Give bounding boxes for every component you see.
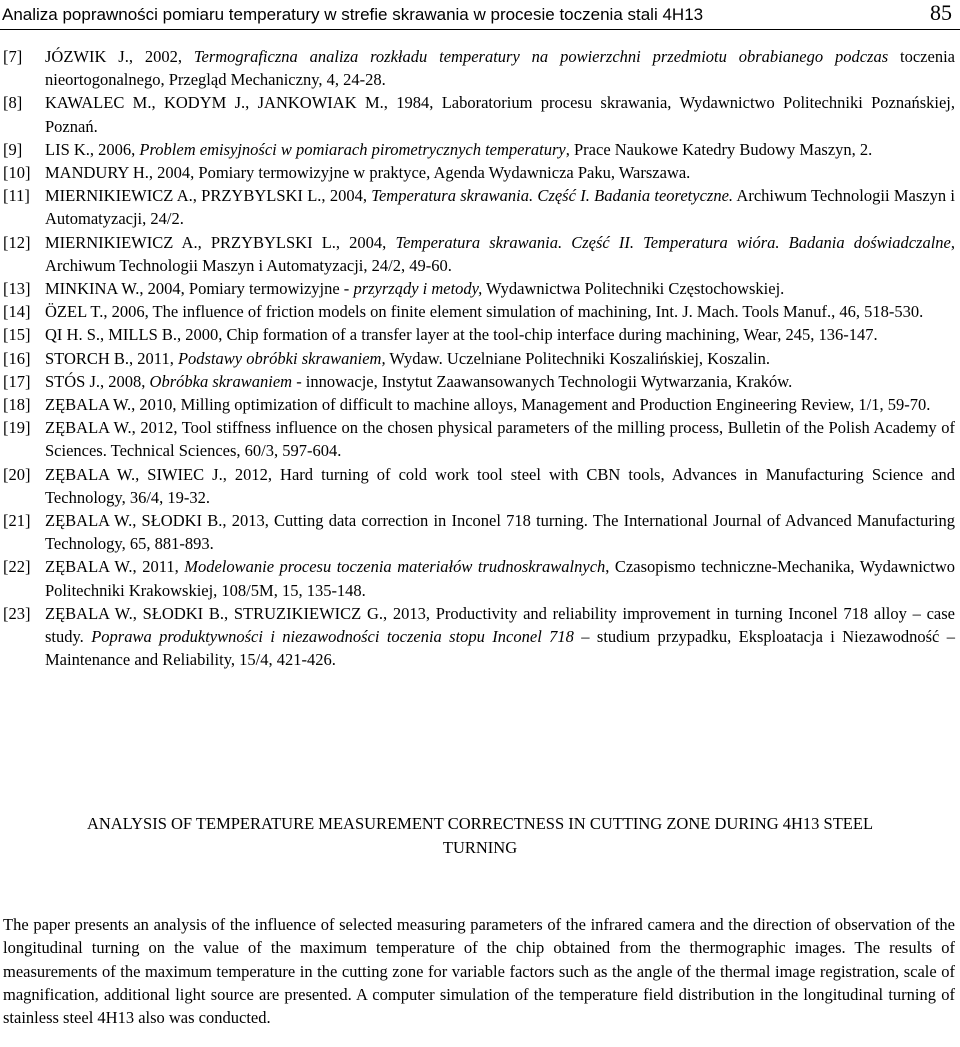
reference-italic-text: Temperatura skrawania. Część II. Temperatura wióra. Badania doświadczalne — [395, 232, 951, 252]
reference-item — [3, 463, 955, 509]
english-title-line-2: TURNING — [442, 838, 518, 857]
reference-italic-text: Termograficzna analiza rozkładu temperatury na powierzchni przedmiotu obrabianego podczas — [193, 47, 889, 66]
reference-number: [8] — [3, 93, 23, 113]
reference-italic-text: Podstawy obróbki skrawaniem, — [177, 348, 386, 368]
reference-number: [23] — [3, 603, 31, 623]
reference-text: MIERNIKIEWICZ A., PRZYBYLSKI L., 2004, — [45, 186, 372, 206]
reference-text: MINKINA W., 2004, Pomiary termowizyjne - — [45, 279, 354, 299]
reference-text: LIS K., 2006, — [45, 139, 140, 159]
reference-number: [19] — [3, 418, 31, 438]
reference-item — [3, 509, 955, 555]
reference-italic-text: Poprawa produktywności i niezawodności toczenia stopu Inconel 718 — [91, 627, 574, 647]
reference-text: QI H. S., MILLS B., 2000, Chip formation of a transfer layer at the tool-chip interface during machining, Wear, 245, 136-147. — [45, 325, 878, 345]
reference-number: [13] — [3, 279, 31, 299]
reference-text: MANDURY H., 2004, Pomiary termowizyjne w praktyce, Agenda Wydawnicza Paku, Warszawa. — [45, 163, 691, 183]
reference-number: [10] — [3, 163, 31, 183]
reference-italic-text: Problem emisyjności w pomiarach pirometrycznych temperatury — [139, 139, 566, 159]
reference-text: , Prace Naukowe Katedry Budowy Maszyn, 2. — [565, 139, 873, 159]
reference-item — [3, 45, 955, 91]
reference-item — [3, 300, 955, 323]
reference-number: [21] — [3, 511, 31, 531]
reference-text: - innowacje, Instytut Zaawansowanych Technologii Wytwarzania, Kraków. — [292, 371, 793, 391]
reference-item — [3, 370, 955, 393]
english-title-line-1: ANALYSIS OF TEMPERATURE MEASUREMENT CORRECTNESS IN CUTTING ZONE DURING 4H13 STEEL — [86, 814, 874, 833]
reference-text: , Czasopismo techniczne-Mechanika, Wydawnictwo Politechniki Krakowskiej, 108/5M, 15, 135-148. — [45, 557, 956, 600]
reference-text: ZĘBALA W., SIWIEC J., 2012, Hard turning of cold work tool steel with CBN tools, Advances in Manufacturing Science and Technology, 36/4, 19-32. — [45, 464, 955, 507]
reference-number: [20] — [3, 464, 31, 484]
header-rule — [0, 29, 960, 30]
reference-text: ZĘBALA W., SŁODKI B., STRUZIKIEWICZ G., 2013, Productivity and reliability improvement in turning Inconel 718 alloy – case study. — [45, 603, 955, 647]
reference-item — [3, 231, 955, 277]
reference-number: [15] — [3, 325, 31, 345]
reference-italic-text: Modelowanie procesu toczenia materiałów trudnoskrawalnych — [184, 557, 606, 577]
reference-text: JÓZWIK J., 2002, — [45, 47, 194, 66]
reference-text: , Archiwum Technologii Maszyn i Automatyzacji, 24/2, 49-60. — [45, 232, 955, 275]
reference-italic-text: przyrządy i metody, — [353, 279, 483, 299]
reference-item — [3, 277, 955, 300]
reference-number: [12] — [3, 232, 31, 252]
reference-item — [3, 91, 955, 137]
reference-number: [7] — [3, 47, 23, 66]
reference-item — [3, 323, 955, 346]
reference-text: ZĘBALA W., 2010, Milling optimization of difficult to machine alloys, Management and Production Engineering Review, 1/1, 59-70. — [45, 395, 931, 415]
reference-item — [3, 138, 955, 161]
reference-number: [9] — [3, 139, 23, 159]
page-number: 85 — [930, 0, 952, 25]
reference-number: [11] — [3, 186, 30, 206]
reference-text: STORCH B., 2011, — [45, 348, 178, 368]
reference-item — [3, 555, 955, 601]
reference-number: [17] — [3, 371, 31, 391]
reference-text: toczenia nieortogonalnego, Przegląd Mechaniczny, 4, 24-28. — [45, 47, 955, 90]
english-abstract: The paper presents an analysis of the influence of selected measuring parameters of the infrared camera and the direction of observation of the longitudinal turning on the value of the maximum temperature of the chip obtained from the thermographic images. The results of measurements of the maximum temperature in the cutting zone for variable factors such as the angle of the thermal image registration, scale of magnification, additional light source are presented. A computer simulation of the temperature field distribution in the longitudinal turning of stainless steel 4H13 also was conducted. — [3, 915, 955, 1028]
reference-text: STÓS J., 2008, — [45, 371, 150, 391]
reference-number: [18] — [3, 395, 31, 415]
reference-item — [3, 347, 955, 370]
reference-text: Wydawnictwa Politechniki Częstochowskiej. — [482, 279, 785, 299]
reference-italic-text: Obróbka skrawaniem — [149, 371, 293, 391]
reference-item — [3, 602, 955, 672]
reference-item — [3, 161, 955, 184]
reference-text: ZĘBALA W., SŁODKI B., 2013, Cutting data correction in Inconel 718 turning. The International Journal of Advanced Manufacturing Technology, 65, 881-893. — [45, 511, 955, 554]
reference-text: KAWALEC M., KODYM J., JANKOWIAK M., 1984, Laboratorium procesu skrawania, Wydawnictwo Politechniki Poznańskiej, Poznań. — [45, 93, 955, 136]
reference-text: ZĘBALA W., 2011, — [45, 557, 185, 577]
reference-item — [3, 184, 955, 230]
running-header-title: Analiza poprawności pomiaru temperatury w strefie skrawania w procesie toczenia stali 4H13 — [2, 5, 704, 24]
reference-text: ZĘBALA W., 2012, Tool stiffness influence on the chosen physical parameters of the milling process, Bulletin of the Polish Academy of Sciences. Technical Sciences, 60/3, 597-604. — [45, 418, 955, 461]
reference-text: ÖZEL T., 2006, The influence of friction models on finite element simulation of machining, Int. J. Mach. Tools Manuf., 46, 518-530. — [45, 302, 924, 322]
running-header — [0, 0, 960, 30]
reference-item — [3, 416, 955, 462]
reference-number: [16] — [3, 348, 31, 368]
reference-text: MIERNIKIEWICZ A., PRZYBYLSKI L., 2004, — [45, 232, 396, 252]
reference-text: Wydaw. Uczelniane Politechniki Koszalińskiej, Koszalin. — [385, 348, 770, 368]
reference-list — [3, 45, 955, 671]
reference-item — [3, 393, 955, 416]
reference-text: – studium przypadku, Eksploatacja i Niezawodność – Maintenance and Reliability, 15/4, 421-426. — [45, 627, 955, 670]
reference-number: [14] — [3, 302, 31, 322]
reference-text: Archiwum Technologii Maszyn i Automatyzacji, 24/2. — [45, 186, 955, 229]
english-title — [0, 812, 960, 860]
reference-italic-text: Temperatura skrawania. Część I. Badania teoretyczne. — [371, 186, 734, 206]
reference-number: [22] — [3, 557, 31, 577]
